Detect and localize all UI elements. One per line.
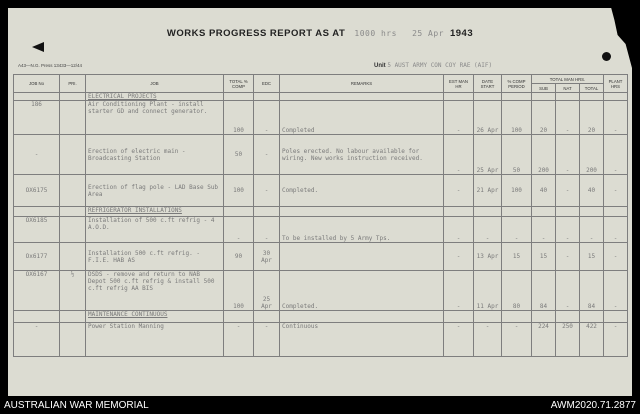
cell-total: - [580, 217, 604, 243]
header-sub: SUB [532, 84, 556, 93]
cell-total: 15 [580, 243, 604, 271]
cell-job-no: 186 [14, 101, 60, 135]
cell-remarks: Completed. [280, 175, 444, 207]
cell-pri: ½ [60, 271, 86, 311]
section-title: REFRIGERATOR INSTALLATIONS [86, 207, 224, 217]
cell-total-comp: 50 [224, 135, 254, 175]
cell-pri [60, 175, 86, 207]
cell-pct: - [502, 217, 532, 243]
report-date: 25 Apr [412, 29, 444, 38]
cell-edc: - [254, 135, 280, 175]
report-year: 1943 [449, 28, 474, 39]
table-row [14, 175, 628, 207]
cell-nat: - [556, 271, 580, 311]
cell-pri [60, 101, 86, 135]
header-pct-comp-period: % COMP PERIOD [502, 75, 532, 93]
cell-date-start: 25 Apr [474, 135, 502, 175]
cell-total-comp: 100 [224, 271, 254, 311]
cell-est: - [444, 243, 474, 271]
section-title: ELECTRICAL PROJECTS [86, 93, 224, 101]
unit-value: 5 AUST ARMY CON COY RAE (AIF) [387, 62, 493, 69]
form-number: A43—N.G. Press 13433—12/44 [18, 63, 83, 68]
cell-date-start: 26 Apr [474, 101, 502, 135]
cell-total-comp: - [224, 217, 254, 243]
cell-edc: - [254, 217, 280, 243]
cell-nat: 250 [556, 323, 580, 357]
report-title [8, 28, 632, 39]
table-row [14, 271, 628, 311]
cell-remarks: Completed [280, 101, 444, 135]
cell-sub: 200 [532, 135, 556, 175]
table-row [14, 243, 628, 271]
cell-date-start: - [474, 323, 502, 357]
cell-est: - [444, 135, 474, 175]
cell-est: - [444, 323, 474, 357]
works-progress-table [13, 74, 628, 357]
cell-total: 200 [580, 135, 604, 175]
cell-pri [60, 135, 86, 175]
cell-job: Installation of 500 c.ft refrig - 4 A.O.D. [86, 217, 224, 243]
cell-date-start: 13 Apr [474, 243, 502, 271]
cell-job: DSDS - remove and return to NAB Depot 500 c.ft refrig & install 500 c.ft refrig AA BIS [86, 271, 224, 311]
cell-job: Power Station Manning [86, 323, 224, 357]
cell-remarks: Poles erected. No labour available for wiring. New works instruction received. [280, 135, 444, 175]
cell-edc: - [254, 323, 280, 357]
cell-sub: - [532, 217, 556, 243]
cell-job: Installation 500 c.ft refrig. - F.I.E. HAB AS [86, 243, 224, 271]
header-total-comp: TOTAL % COMP [224, 75, 254, 93]
cell-date-start: 21 Apr [474, 175, 502, 207]
header-remarks: REMARKS [280, 75, 444, 93]
cell-job-no: Ox6177 [14, 243, 60, 271]
cell-total-comp: - [224, 323, 254, 357]
cell-total: 84 [580, 271, 604, 311]
header-est-man-hr: EST MAN HR [444, 75, 474, 93]
cell-remarks: To be installed by 5 Army Tps. [280, 217, 444, 243]
cell-total: 422 [580, 323, 604, 357]
header-pri: PRI. [60, 75, 86, 93]
section-row [14, 311, 628, 323]
table-row [14, 135, 628, 175]
section-row [14, 93, 628, 101]
cell-nat: - [556, 175, 580, 207]
cell-pct: 50 [502, 135, 532, 175]
cell-job: Erection of flag pole - LAD Base Sub Area [86, 175, 224, 207]
cell-est: - [444, 175, 474, 207]
punch-hole-mark [32, 42, 44, 52]
accession-number: AWM2020.71.2877 [550, 400, 636, 411]
header-nat: NAT [556, 84, 580, 93]
cell-pri [60, 243, 86, 271]
cell-job-no: OX6175 [14, 175, 60, 207]
cell-plant: - [604, 243, 628, 271]
cell-sub: 84 [532, 271, 556, 311]
cell-remarks [280, 243, 444, 271]
cell-date-start: - [474, 217, 502, 243]
cell-total: 20 [580, 101, 604, 135]
table-row [14, 323, 628, 357]
unit-field [374, 62, 492, 69]
cell-job-no: - [14, 323, 60, 357]
cell-nat: - [556, 101, 580, 135]
cell-job: Erection of electric main - Broadcasting Station [86, 135, 224, 175]
source-credit: AUSTRALIAN WAR MEMORIAL [4, 400, 149, 411]
cell-job-no: - [14, 135, 60, 175]
cell-total-comp: 100 [224, 101, 254, 135]
header-date-start: DATE START [474, 75, 502, 93]
table-row [14, 101, 628, 135]
cell-edc: 30 Apr [254, 243, 280, 271]
cell-pri [60, 323, 86, 357]
report-time: 1000 hrs [354, 29, 397, 38]
cell-plant: - [604, 135, 628, 175]
cell-sub: 20 [532, 101, 556, 135]
cell-pri [60, 217, 86, 243]
cell-sub: 224 [532, 323, 556, 357]
cell-job-no: OX6167 [14, 271, 60, 311]
cell-edc: 25 Apr [254, 271, 280, 311]
header-edc: EDC [254, 75, 280, 93]
table-row [14, 217, 628, 243]
cell-total-comp: 90 [224, 243, 254, 271]
cell-pct: 15 [502, 243, 532, 271]
section-row [14, 207, 628, 217]
cell-nat: - [556, 135, 580, 175]
cell-edc: - [254, 175, 280, 207]
cell-sub: 15 [532, 243, 556, 271]
cell-remarks: Completed. [280, 271, 444, 311]
cell-date-start: 11 Apr [474, 271, 502, 311]
cell-est: - [444, 101, 474, 135]
archive-footer [0, 398, 640, 414]
cell-edc: - [254, 101, 280, 135]
header-job: JOB [86, 75, 224, 93]
cell-plant: - [604, 101, 628, 135]
cell-est: - [444, 271, 474, 311]
cell-plant: - [604, 271, 628, 311]
unit-label: Unit [374, 63, 386, 69]
cell-job: Air Conditioning Plant - install starter GD and connect generator. [86, 101, 224, 135]
header-plant-hrs: PLANT HRS [604, 75, 628, 93]
cell-pct: 100 [502, 101, 532, 135]
cell-pct: 80 [502, 271, 532, 311]
cell-total-comp: 100 [224, 175, 254, 207]
cell-job-no: OX6185 [14, 217, 60, 243]
cell-plant: - [604, 175, 628, 207]
cell-nat: - [556, 217, 580, 243]
cell-remarks: Continuous [280, 323, 444, 357]
cell-plant: - [604, 323, 628, 357]
punch-hole-mark [602, 52, 611, 61]
cell-sub: 40 [532, 175, 556, 207]
cell-nat: - [556, 243, 580, 271]
cell-plant: - [604, 217, 628, 243]
section-title: MAINTENANCE CONTINUOUS [86, 311, 224, 323]
cell-total: 40 [580, 175, 604, 207]
title-text: WORKS PROGRESS REPORT AS AT [166, 28, 346, 39]
document-page [8, 8, 632, 396]
header-job-no: JOB No [14, 75, 60, 93]
cell-est: - [444, 217, 474, 243]
header-total: TOTAL [580, 84, 604, 93]
header-total-man-hrs: TOTAL MAN HRS. [532, 75, 604, 84]
cell-pct: 100 [502, 175, 532, 207]
cell-pct: - [502, 323, 532, 357]
